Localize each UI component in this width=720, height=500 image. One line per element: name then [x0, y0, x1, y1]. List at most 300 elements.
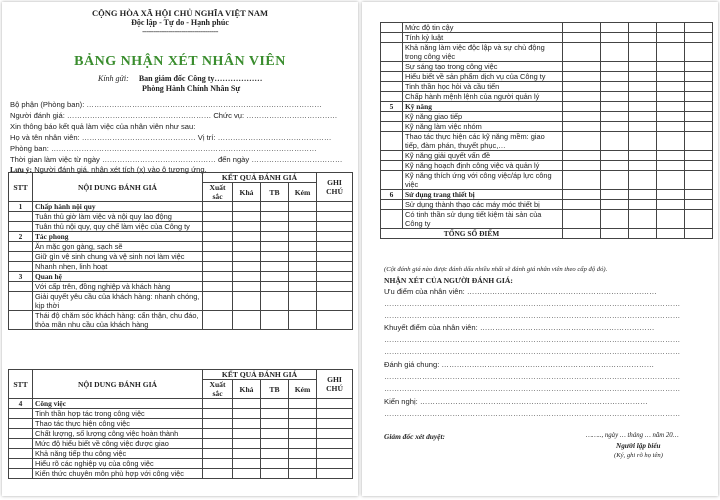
rating-cell[interactable]: [203, 242, 233, 252]
rating-cell[interactable]: [629, 161, 657, 171]
table-row: [9, 419, 353, 429]
rating-cell[interactable]: [233, 469, 261, 479]
row-number: [381, 122, 403, 132]
rating-cell[interactable]: [261, 262, 289, 272]
row-number: [9, 469, 33, 479]
table-row: [9, 212, 353, 222]
rating-cell[interactable]: [629, 171, 657, 190]
table-row: [9, 429, 353, 439]
rating-cell[interactable]: [563, 23, 601, 33]
rating-cell[interactable]: [203, 429, 233, 439]
rating-cell[interactable]: [289, 242, 317, 252]
criterion-text: Tuân thủ nội quy, quy chế làm việc của Công ty: [33, 222, 203, 232]
dotline[interactable]: ………………………………………………………………………………………………………: [384, 384, 681, 393]
field-work-period[interactable]: Thời gian làm việc từ ngày ……………………………………… đến ngày ………………………………: [10, 155, 343, 164]
rating-cell[interactable]: [261, 252, 289, 262]
rating-cell[interactable]: [261, 419, 289, 429]
table-row: [601, 102, 713, 112]
table-row: [601, 62, 713, 72]
republic-header: CỘNG HÒA XÃ HỘI CHỦ NGHĨA VIỆT NAM: [91, 8, 269, 18]
row-number: [9, 409, 33, 419]
rating-cell[interactable]: [289, 282, 317, 292]
rating-cell[interactable]: [563, 82, 601, 92]
rating-cell[interactable]: [203, 419, 233, 429]
rating-cell[interactable]: [563, 161, 601, 171]
rating-cell[interactable]: [657, 23, 685, 33]
rating-cell[interactable]: [601, 122, 629, 132]
rating-cell[interactable]: [289, 292, 317, 311]
section-row: [381, 102, 601, 112]
col-note: GHI CHÚ: [317, 173, 353, 202]
rating-cell[interactable]: [289, 459, 317, 469]
table-row: [9, 459, 353, 469]
col-weak: Kém: [289, 183, 317, 202]
table-row: [9, 222, 353, 232]
rating-cell[interactable]: [657, 229, 685, 239]
rating-cell[interactable]: [629, 33, 657, 43]
table-row: [381, 132, 601, 151]
row-number: [381, 112, 403, 122]
table-row: [381, 171, 601, 190]
criterion-text: Ăn mặc gọn gàng, sạch sẽ: [33, 242, 203, 252]
rating-cell[interactable]: [261, 449, 289, 459]
rating-cell[interactable]: [233, 272, 261, 282]
criterion-text: Kỹ năng hoạch định công việc và quản lý: [403, 161, 563, 171]
rating-cell[interactable]: [563, 102, 601, 112]
rating-cell[interactable]: [203, 232, 233, 242]
rating-cell[interactable]: [289, 272, 317, 282]
col-excellent: Xuất sắc: [203, 183, 233, 202]
note-cell[interactable]: [685, 102, 713, 112]
rating-cell[interactable]: [289, 311, 317, 330]
rating-cell[interactable]: [563, 62, 601, 72]
note-cell[interactable]: [317, 242, 353, 252]
rating-cell[interactable]: [289, 409, 317, 419]
table-row: [601, 122, 713, 132]
criterion-text: Tinh thần hợp tác trong công việc: [33, 409, 203, 419]
rating-cell[interactable]: [233, 311, 261, 330]
rating-cell[interactable]: [203, 272, 233, 282]
date-line[interactable]: …….., ngày … tháng … năm 20…: [586, 432, 679, 439]
rating-cell[interactable]: [629, 132, 657, 151]
note-cell[interactable]: [685, 190, 713, 200]
rating-cell[interactable]: [289, 252, 317, 262]
note-cell[interactable]: [317, 449, 353, 459]
rating-cell[interactable]: [629, 62, 657, 72]
greeting-dept: Phòng Hành Chính Nhân Sự: [142, 84, 241, 93]
note-cell[interactable]: [317, 311, 353, 330]
note-cell[interactable]: [317, 222, 353, 232]
rating-cell[interactable]: [289, 419, 317, 429]
criterion-text: Thái độ chăm sóc khách hàng: cẩn thận, chu đáo, thỏa mãn nhu cầu của khách hàng: [33, 311, 203, 330]
col-result: KẾT QUẢ ĐÁNH GIÁ: [203, 173, 317, 183]
rating-cell[interactable]: [657, 62, 685, 72]
rating-cell[interactable]: [261, 232, 289, 242]
rating-cell[interactable]: [657, 102, 685, 112]
rating-cell[interactable]: [601, 102, 629, 112]
table-row: [601, 33, 713, 43]
rating-cell[interactable]: [261, 399, 289, 409]
note-cell[interactable]: [685, 43, 713, 62]
rating-cell[interactable]: [289, 469, 317, 479]
rating-cell[interactable]: [203, 262, 233, 272]
rating-cell[interactable]: [261, 242, 289, 252]
rating-cell[interactable]: [233, 282, 261, 292]
rating-cell[interactable]: [563, 72, 601, 82]
criterion-text: Kỹ năng thích ứng với công việc/áp lực công việc: [403, 171, 563, 190]
note-cell[interactable]: [685, 151, 713, 161]
rating-cell[interactable]: [261, 212, 289, 222]
rating-cell[interactable]: [657, 122, 685, 132]
rating-cell[interactable]: [601, 161, 629, 171]
note-cell[interactable]: [685, 171, 713, 190]
rating-cell[interactable]: [233, 449, 261, 459]
rating-cell[interactable]: [601, 92, 629, 102]
rating-cell[interactable]: [233, 439, 261, 449]
rating-cell[interactable]: [261, 202, 289, 212]
rating-cell[interactable]: [233, 292, 261, 311]
criterion-text: Kiến thức chuyên môn phù hợp với công việc: [33, 469, 203, 479]
rating-cell[interactable]: [601, 23, 629, 33]
rating-cell[interactable]: [601, 200, 629, 210]
total-row: [381, 229, 601, 239]
row-number: [9, 262, 33, 272]
criterion-text: Hiểu biết về sản phẩm dịch vụ của Công ty: [403, 72, 563, 82]
rating-cell[interactable]: [203, 409, 233, 419]
rating-cell[interactable]: [657, 82, 685, 92]
table-row: [9, 449, 353, 459]
rating-cell[interactable]: [233, 202, 261, 212]
section-row: [9, 272, 353, 282]
rating-cell[interactable]: [203, 282, 233, 292]
note-cell[interactable]: [685, 82, 713, 92]
col-average: TB: [261, 183, 289, 202]
table-row: [9, 282, 353, 292]
rating-cell[interactable]: [233, 459, 261, 469]
rating-cell[interactable]: [289, 399, 317, 409]
rating-cell[interactable]: [601, 112, 629, 122]
col-average: TB: [261, 380, 289, 399]
rating-cell[interactable]: [657, 112, 685, 122]
note-cell[interactable]: [685, 62, 713, 72]
table-row: [381, 43, 601, 62]
note-cell[interactable]: [685, 122, 713, 132]
rating-cell[interactable]: [261, 409, 289, 419]
rating-cell[interactable]: [657, 210, 685, 229]
rating-cell[interactable]: [289, 449, 317, 459]
dotline[interactable]: ………………………………………………………………………………………………………: [384, 311, 681, 320]
note-cell[interactable]: [685, 229, 713, 239]
rating-cell[interactable]: [563, 43, 601, 62]
evaluation-table-part1: [8, 172, 353, 330]
criterion-text: Sự sáng tạo trong công việc: [403, 62, 563, 72]
rating-cell[interactable]: [657, 161, 685, 171]
col-good: Khá: [233, 380, 261, 399]
criterion-text: Kỹ năng làm việc nhóm: [403, 122, 563, 132]
rating-cell[interactable]: [629, 102, 657, 112]
row-number: [9, 252, 33, 262]
note-cell[interactable]: [317, 419, 353, 429]
note-cell[interactable]: [317, 212, 353, 222]
field-strengths[interactable]: Ưu điểm của nhân viên: …………………………………………………………………: [384, 287, 657, 296]
rating-cell[interactable]: [203, 459, 233, 469]
row-number: [381, 151, 403, 161]
section-row: [381, 190, 601, 200]
section-row: [9, 399, 353, 409]
rating-cell[interactable]: [289, 222, 317, 232]
row-number: 6: [381, 190, 403, 200]
table-row: [601, 132, 713, 151]
rating-cell[interactable]: [261, 222, 289, 232]
rating-cell[interactable]: [563, 33, 601, 43]
note-cell[interactable]: [685, 200, 713, 210]
rating-cell[interactable]: [629, 229, 657, 239]
row-number: 2: [9, 232, 33, 242]
rating-cell[interactable]: [601, 229, 629, 239]
rating-cell[interactable]: [657, 151, 685, 161]
field-overall[interactable]: Đánh giá chung: …………………………………………………………………………: [384, 360, 655, 369]
rating-cell[interactable]: [203, 439, 233, 449]
section-title: Sử dụng trang thiết bị: [403, 190, 563, 200]
rating-cell[interactable]: [289, 429, 317, 439]
rating-cell[interactable]: [563, 151, 601, 161]
rating-cell[interactable]: [563, 171, 601, 190]
motto: Độc lập - Tự do - Hạnh phúc: [131, 18, 229, 27]
dotline[interactable]: ………………………………………………………………………………………………………: [384, 409, 681, 418]
rating-cell[interactable]: [261, 311, 289, 330]
field-reviewer[interactable]: Người đánh giá: ………………………………………………… Chức vụ: ………………………………: [10, 111, 338, 120]
rating-cell[interactable]: [657, 43, 685, 62]
criterion-text: Tinh thần học hỏi và cầu tiến: [403, 82, 563, 92]
rating-cell[interactable]: [629, 82, 657, 92]
row-number: [381, 23, 403, 33]
rating-cell[interactable]: [203, 449, 233, 459]
rating-cell[interactable]: [233, 429, 261, 439]
rating-cell[interactable]: [657, 190, 685, 200]
table-row: [601, 171, 713, 190]
dotline[interactable]: ………………………………………………………………………………………………………: [384, 347, 681, 356]
note-cell[interactable]: [317, 202, 353, 212]
note-cell[interactable]: [685, 112, 713, 122]
rating-cell[interactable]: [629, 92, 657, 102]
table-row: [601, 92, 713, 102]
dotline[interactable]: ………………………………………………………………………………………………………: [384, 335, 681, 344]
rating-cell[interactable]: [233, 252, 261, 262]
rating-cell[interactable]: [233, 262, 261, 272]
row-number: [9, 242, 33, 252]
row-number: [9, 292, 33, 311]
rating-cell[interactable]: [261, 272, 289, 282]
rating-cell[interactable]: [657, 92, 685, 102]
field-department[interactable]: Bộ phận (Phòng ban): …………………………………………………………………………………: [10, 100, 322, 109]
table-row: [601, 151, 713, 161]
rating-cell[interactable]: [601, 190, 629, 200]
note-cell[interactable]: [685, 23, 713, 33]
table-row: [601, 200, 713, 210]
section-title: Kỹ năng: [403, 102, 563, 112]
row-number: [9, 439, 33, 449]
rating-cell[interactable]: [203, 222, 233, 232]
row-number: [9, 212, 33, 222]
greeting-label: Kính gửi:: [98, 74, 129, 83]
rating-cell[interactable]: [629, 112, 657, 122]
table-row: [601, 112, 713, 122]
note-cell[interactable]: [685, 72, 713, 82]
table-row: [601, 229, 713, 239]
rating-cell[interactable]: [563, 210, 601, 229]
field-employee-name[interactable]: Họ và tên nhân viên: ……………………………………… Vị trí: ………………………………………: [10, 133, 332, 142]
rating-cell[interactable]: [657, 33, 685, 43]
section-row: [9, 202, 353, 212]
rating-cell[interactable]: [601, 43, 629, 62]
note-cell[interactable]: [317, 429, 353, 439]
rating-cell[interactable]: [233, 232, 261, 242]
row-number: [9, 449, 33, 459]
greeting: [98, 74, 262, 83]
rating-cell[interactable]: [563, 200, 601, 210]
rating-cell[interactable]: [233, 419, 261, 429]
criterion-text: Kỹ năng giải quyết vấn đề: [403, 151, 563, 161]
criterion-text: Kỹ năng giao tiếp: [403, 112, 563, 122]
table-row: [601, 161, 713, 171]
rating-cell[interactable]: [203, 399, 233, 409]
rating-cell[interactable]: [563, 92, 601, 102]
col-weak: Kém: [289, 380, 317, 399]
note-cell[interactable]: [317, 399, 353, 409]
rating-cell[interactable]: [233, 242, 261, 252]
rating-cell[interactable]: [261, 292, 289, 311]
rating-cell[interactable]: [563, 132, 601, 151]
rating-cell[interactable]: [563, 122, 601, 132]
note-cell[interactable]: [317, 282, 353, 292]
field-request-text: Xin thông báo kết quả làm việc của nhân viên như sau:: [10, 122, 196, 131]
rating-cell[interactable]: [629, 190, 657, 200]
criterion-text: Chất lượng, số lượng công việc hoàn thành: [33, 429, 203, 439]
rating-cell[interactable]: [601, 210, 629, 229]
rating-cell[interactable]: [601, 72, 629, 82]
note-cell[interactable]: [317, 469, 353, 479]
field-suggestion[interactable]: Kiến nghị: ………………………………………………………………………………: [384, 397, 648, 406]
rating-cell[interactable]: [563, 190, 601, 200]
rating-cell[interactable]: [261, 429, 289, 439]
rating-cell[interactable]: [289, 232, 317, 242]
note-cell[interactable]: [685, 132, 713, 151]
rating-cell[interactable]: [657, 72, 685, 82]
field-room[interactable]: Phòng ban: ……………………………………………………………………………………………: [10, 144, 317, 153]
note-cell[interactable]: [685, 92, 713, 102]
note-label: Lưu ý:: [10, 165, 33, 174]
note-cell[interactable]: [317, 409, 353, 419]
note-cell[interactable]: [317, 459, 353, 469]
row-number: [381, 82, 403, 92]
criterion-text: Mức độ hiểu biết về công việc được giao: [33, 439, 203, 449]
rating-cell[interactable]: [203, 292, 233, 311]
table-row: [9, 292, 353, 311]
table-row: [381, 92, 601, 102]
rating-cell[interactable]: [289, 212, 317, 222]
rating-cell[interactable]: [563, 229, 601, 239]
rating-cell[interactable]: [601, 151, 629, 161]
rating-cell[interactable]: [233, 222, 261, 232]
rating-cell[interactable]: [289, 202, 317, 212]
note-cell[interactable]: [317, 252, 353, 262]
row-number: [381, 33, 403, 43]
rating-cell[interactable]: [601, 62, 629, 72]
criterion-text: Giữ gìn vệ sinh chung và vệ sinh nơi làm việc: [33, 252, 203, 262]
table-row: [601, 23, 713, 33]
rating-cell[interactable]: [563, 112, 601, 122]
rating-cell[interactable]: [657, 132, 685, 151]
note-cell[interactable]: [317, 439, 353, 449]
rating-cell[interactable]: [601, 132, 629, 151]
row-number: 3: [9, 272, 33, 282]
criterion-text: Tuân thủ giờ làm việc và nội quy lao động: [33, 212, 203, 222]
rating-cell[interactable]: [233, 399, 261, 409]
rating-cell[interactable]: [261, 459, 289, 469]
table-row: [381, 82, 601, 92]
total-label: TỔNG SỐ ĐIỂM: [381, 229, 563, 239]
rating-cell[interactable]: [289, 439, 317, 449]
table-row: [381, 33, 601, 43]
rating-cell[interactable]: [629, 200, 657, 210]
rating-cell[interactable]: [233, 212, 261, 222]
evaluation-table-part3: [380, 22, 601, 239]
rating-cell[interactable]: [203, 469, 233, 479]
rating-cell[interactable]: [233, 409, 261, 419]
rating-cell[interactable]: [601, 171, 629, 190]
row-number: [9, 282, 33, 292]
rating-cell[interactable]: [629, 72, 657, 82]
table-row: [601, 72, 713, 82]
rating-cell[interactable]: [601, 33, 629, 43]
section-title: Chấp hành nội quy: [33, 202, 203, 212]
rating-cell[interactable]: [629, 23, 657, 33]
note-cell[interactable]: [317, 272, 353, 282]
note-cell[interactable]: [317, 262, 353, 272]
rating-cell[interactable]: [629, 122, 657, 132]
rating-cell[interactable]: [657, 200, 685, 210]
rating-cell[interactable]: [261, 469, 289, 479]
rating-cell[interactable]: [657, 171, 685, 190]
rating-cell[interactable]: [203, 252, 233, 262]
rating-cell[interactable]: [203, 212, 233, 222]
rating-cell[interactable]: [203, 311, 233, 330]
rating-cell[interactable]: [629, 43, 657, 62]
note-cell[interactable]: [317, 232, 353, 242]
note-cell[interactable]: [685, 210, 713, 229]
rating-cell[interactable]: [629, 151, 657, 161]
note-cell[interactable]: [685, 161, 713, 171]
col-excellent: Xuất sắc: [203, 380, 233, 399]
rating-cell[interactable]: [261, 282, 289, 292]
rating-cell[interactable]: [601, 82, 629, 92]
note-cell[interactable]: [317, 292, 353, 311]
result-columns-part3: [600, 22, 713, 239]
rating-cell[interactable]: [203, 202, 233, 212]
dotline[interactable]: ………………………………………………………………………………………………………: [384, 372, 681, 381]
table-row: [381, 112, 601, 122]
field-weaknesses[interactable]: Khuyết điểm của nhân viên: ……………………………………………………………: [384, 323, 655, 332]
dotline[interactable]: ………………………………………………………………………………………………………: [384, 299, 681, 308]
rating-cell[interactable]: [261, 439, 289, 449]
criterion-text: Khả năng tiếp thu công việc: [33, 449, 203, 459]
note-cell[interactable]: [685, 33, 713, 43]
rating-cell[interactable]: [289, 262, 317, 272]
col-good: Khá: [233, 183, 261, 202]
criterion-text: Giải quyết yêu cầu của khách hàng: nhanh chóng, kịp thời: [33, 292, 203, 311]
rating-cell[interactable]: [629, 210, 657, 229]
row-number: [381, 161, 403, 171]
